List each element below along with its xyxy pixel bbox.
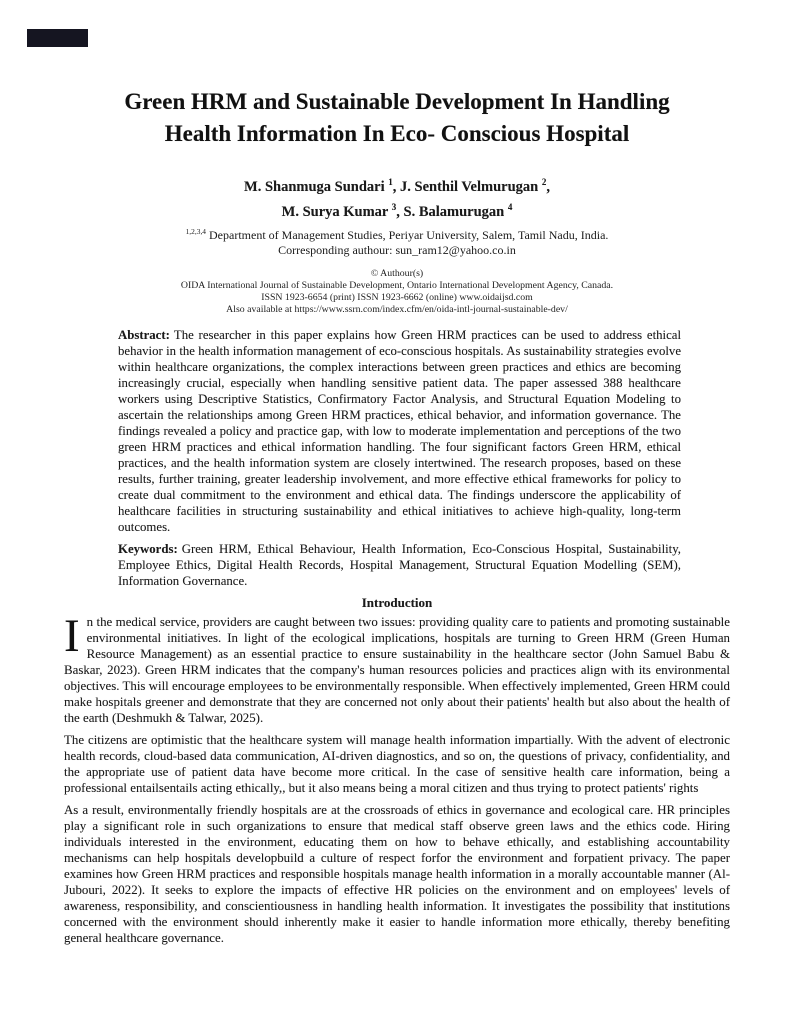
author-4: , S. Balamurugan xyxy=(396,203,505,220)
keywords-text: Green HRM, Ethical Behaviour, Health Information, Eco-Conscious Hospital, Sustainability, Employee Ethics, Digital Health Records, Hospital Management, Structural Equation Modelling (SEM), Information Governance. xyxy=(118,541,681,588)
availability-line: Also available at https://www.ssrn.com/index.cfm/en/oida-intl-journal-sustainable-dev/ xyxy=(226,303,568,315)
author-line-2 xyxy=(64,197,730,222)
intro-paragraph-2: The citizens are optimistic that the healthcare system will manage health information impartially. With the advent of electronic health records, cloud-based data communication, AI-driven diagnostics, and so on, the questions of privacy, confidentiality, and the appropriate use of patient data have become more critical. In the case of sensitive health care information, being a professional entailsentails acting ethically,, but it also means being a moral citizen and thus trying to protect patients' rights xyxy=(64,732,730,795)
copyright-line: © Authour(s) xyxy=(370,267,424,279)
author-3: M. Surya Kumar xyxy=(281,203,389,220)
abstract-text: The researcher in this paper explains how Green HRM practices can be used to address ethical behavior in the health information management of eco-conscious hospitals. As sustainability strategies evolve within healthcare organizations, the complex interactions between green practices and ethics are becoming increasingly crucial, especially when handling sensitive patient data. The paper assessed 388 healthcare workers using Descriptive Statistics, Confirmatory Factor Analysis, and Structural Equation Modeling to ascertain the relationships among Green HRM practices, ethical behavior, and information governance. The findings revealed a policy and practice gap, with low to moderate implementation and perceptions of the two green HRM practices and ethical information handling. The four significant factors Green HRM, ethical practices, and the health information system are closely intertwined. The research proposes, based on these results, further training, greater leadership involvement, and more effective ethical frameworks for policy to create dual commitment to the environment and ethical data. The findings underscore the applicability of healthcare facilities in structuring sustainability and ethical initiatives to achieve high-quality, long-term outcomes. xyxy=(118,327,681,534)
paper-title-line2: Health Information In Eco- Conscious Hospital xyxy=(164,121,630,146)
paper-title-line1: Green HRM and Sustainable Development In Handling xyxy=(124,89,670,114)
author-line-1-comma: , xyxy=(546,178,550,195)
affiliation-text: Department of Management Studies, Periyar University, Salem, Tamil Nadu, India. xyxy=(209,227,609,242)
affiliation-sup: 1,2,3,4 xyxy=(185,226,207,236)
dropcap-letter: I xyxy=(64,609,80,662)
introduction-heading: Introduction xyxy=(361,594,433,610)
issn-line: ISSN 1923-6654 (print) ISSN 1923-6662 (online) www.oidaijsd.com xyxy=(261,291,533,303)
abstract-label: Abstract: xyxy=(118,327,170,342)
author-line-1 xyxy=(64,172,730,197)
author-4-sup: 4 xyxy=(507,201,513,212)
intro-paragraph-1 xyxy=(64,609,730,726)
abstract xyxy=(118,327,681,535)
journal-name-line: OIDA International Journal of Sustainable Development, Ontario International Development Agency, Canada. xyxy=(180,279,614,291)
author-1-sup: 1 xyxy=(388,177,393,187)
journal-imprint xyxy=(64,268,730,316)
affiliation xyxy=(64,224,730,243)
author-2-sup: 2 xyxy=(541,177,547,187)
keywords xyxy=(118,541,681,589)
intro-paragraph-3: As a result, environmentally friendly hospitals are at the crossroads of ethics in governance and ecological care. HR principles play a significant role in such organizations to ensure that medical staff observe green laws and the ethics code. Hiring individuals interested in the environment, educating them on how to behave ethically, and establishing accountability mechanisms can help hospitals developbuild a culture of respect forfor the environment and forpatient privacy. The paper examines how Green HRM practices and responsible hospitals manage health information in a morally accountable manner (Al-Jubouri, 2022). It seeks to explore the impacts of effective HR policies on the environment and on employees' levels of awareness, responsibility, and conscientiousness in handling health information. It investigates the possibility that institutions concerned with the environment should inherently make it easier to handle information more ethically, thereby benefiting general healthcare governance. xyxy=(64,802,730,945)
paper-title xyxy=(64,86,730,150)
author-3-sup: 3 xyxy=(391,201,397,212)
page-content xyxy=(64,0,730,946)
corresponding-author: Corresponding authour: sun_ram12@yahoo.co.in xyxy=(278,242,516,257)
intro-paragraph-1-text: n the medical service, providers are caught between two issues: providing quality care to patients and promoting sustainable environmental initiatives. In light of the ecological implications, hospitals are turning to Green HRM (Green Human Resource Management) as an essential practice to ensure sustainability in the healthcare sector (John Samuel Babu & Baskar, 2023). Green HRM indicates that the company's human resources policies and practices align with its environmental objectives. This will encourage employees to be environmentally responsible. When effectively implemented, Green HRM could make hospitals greener and demonstrate that they are concerned not only about their patients' health but also about the health of the earth (Deshmukh & Talwar, 2025). xyxy=(64,614,730,725)
author-2: , J. Senthil Velmurugan xyxy=(392,178,539,195)
keywords-label: Keywords: xyxy=(118,541,178,556)
author-1: M. Shanmuga Sundari xyxy=(244,178,385,195)
author-list xyxy=(64,172,730,222)
